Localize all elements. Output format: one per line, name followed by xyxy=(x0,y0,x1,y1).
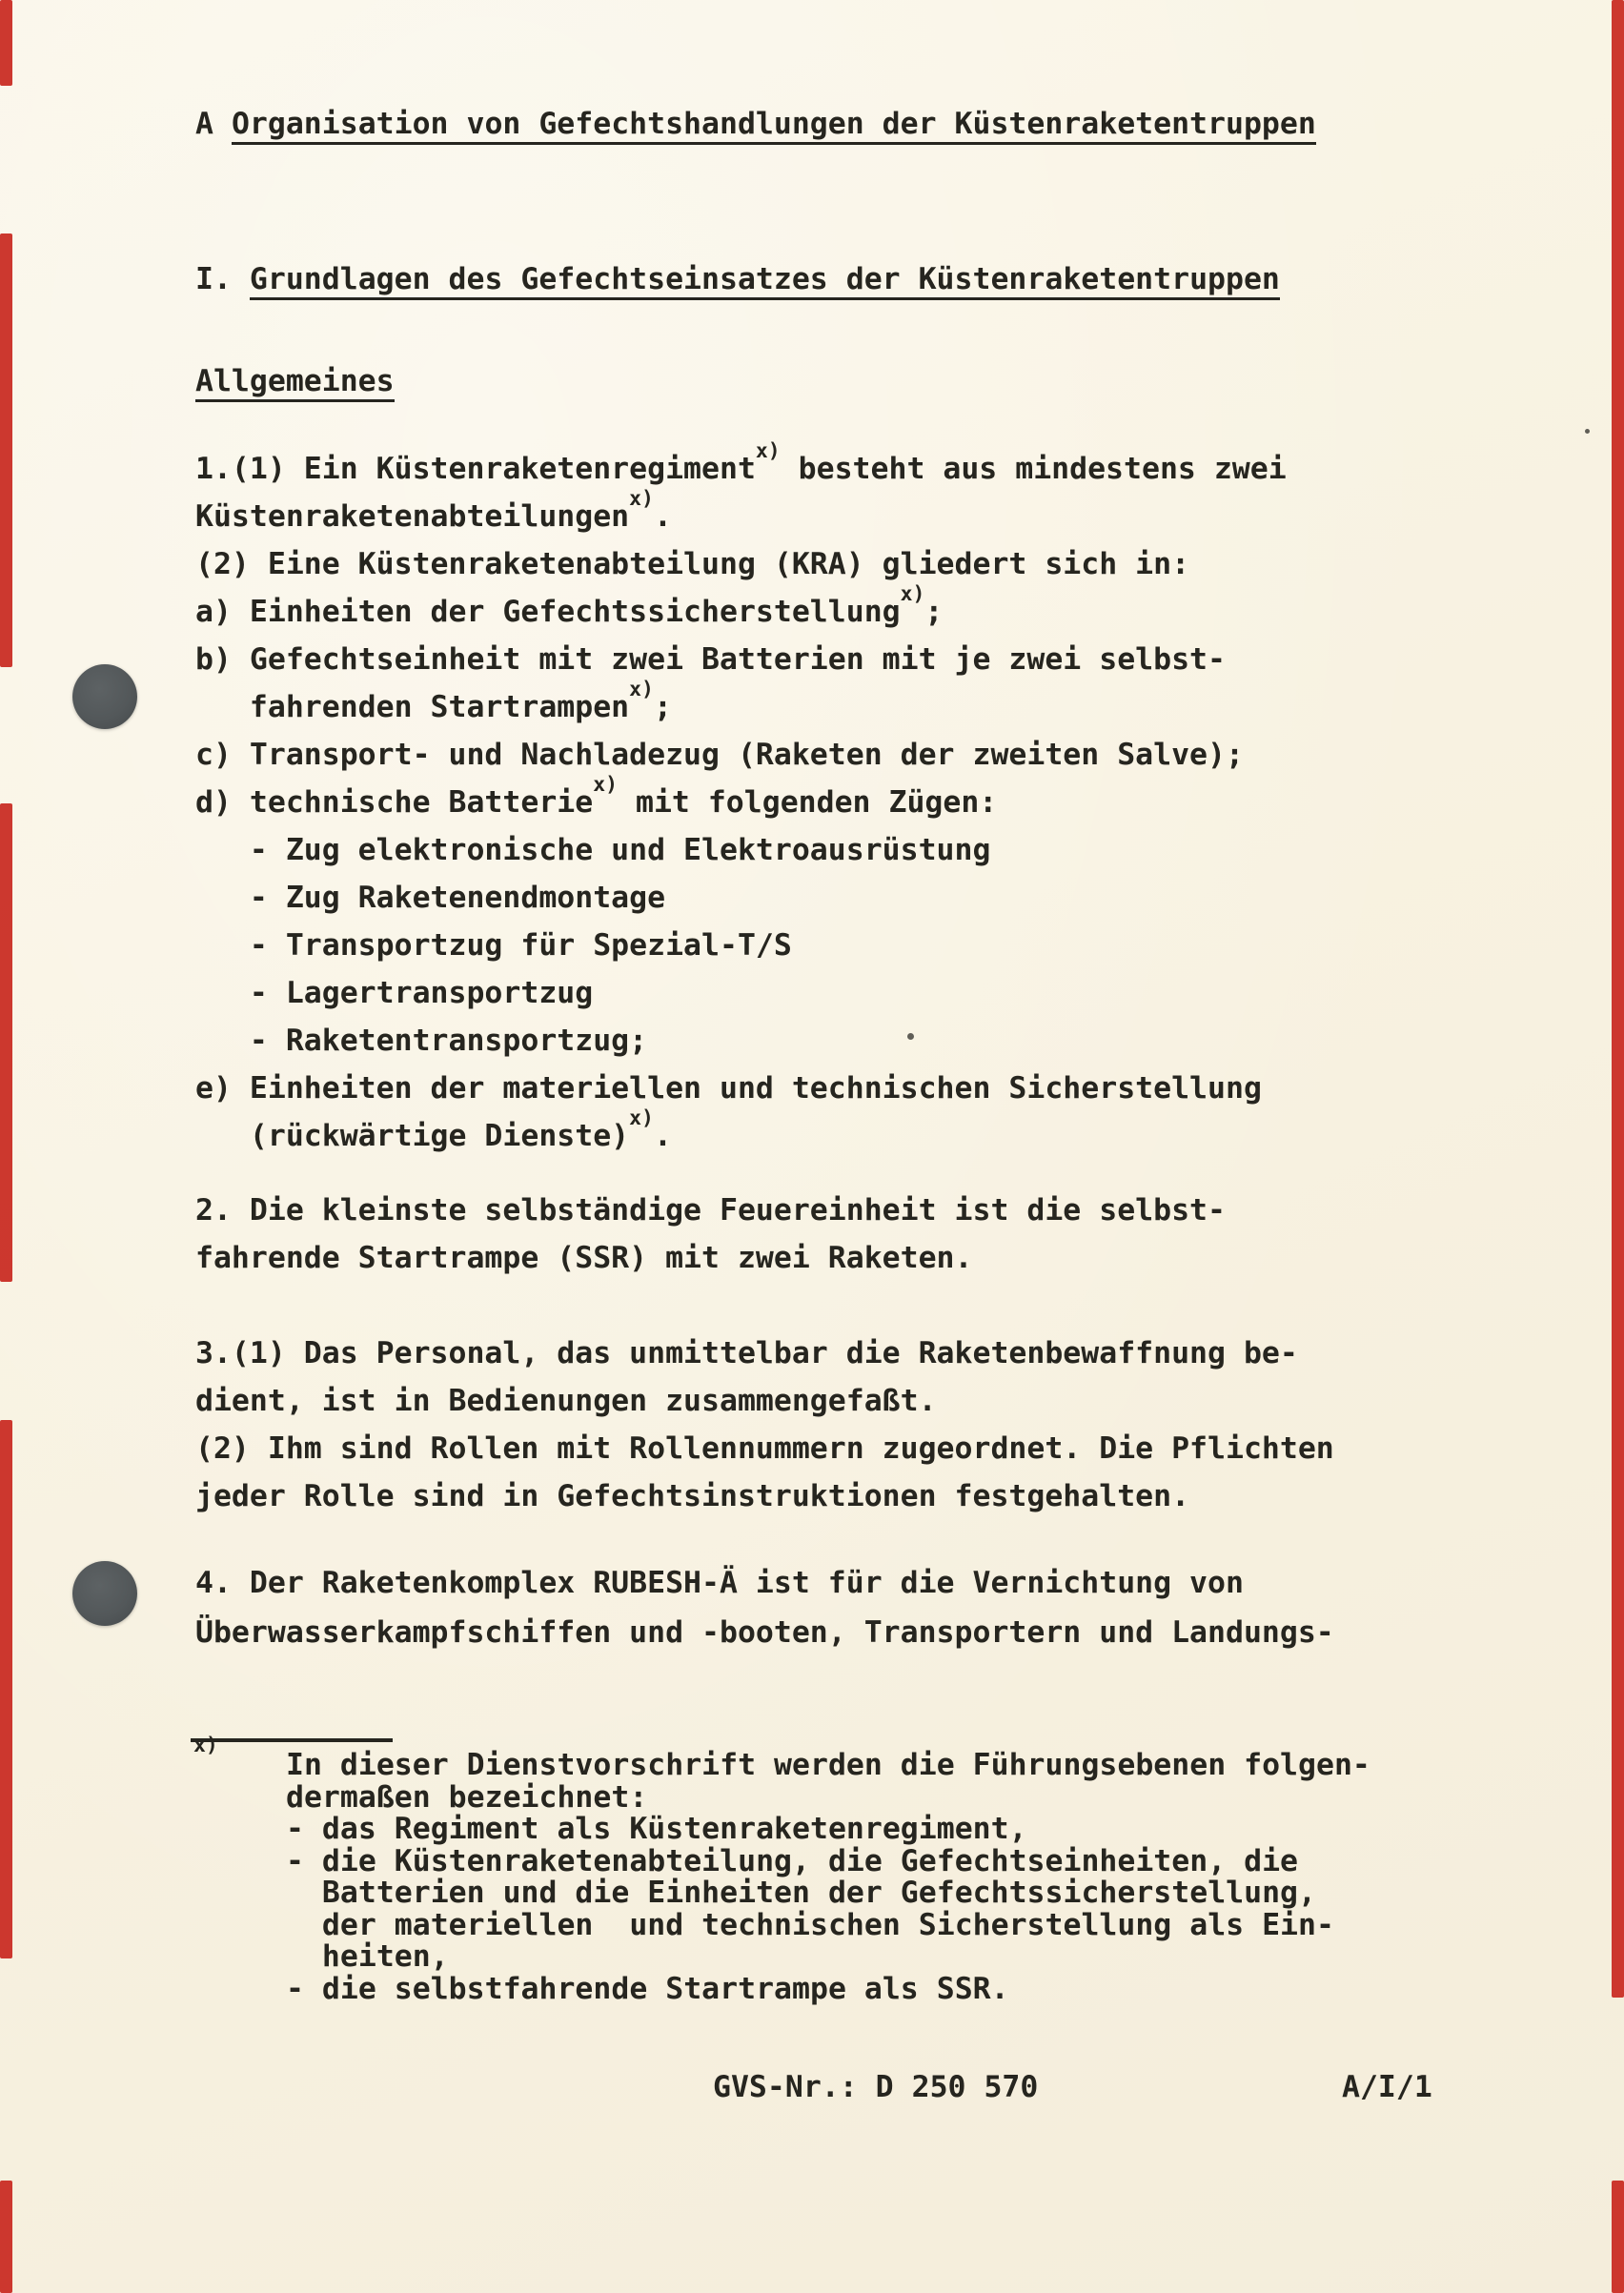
chapter-heading: I. Grundlagen des Gefechtseinsatzes der Küstenraketentruppen xyxy=(195,255,1280,303)
footnote-text: In dieser Dienstvorschrift werden die Führungsebenen folgen- dermaßen bezeichnet: - das Regiment als Küstenraketenregiment, - die Küstenraketenabteilung, die Gefechtseinheiten, die Batterien und die Einheiten der Gefechtssicherstellung, der materiellen und technischen Sicherstellung als Ein- heiten, - die selbstfahrende Startrampe als SSR. xyxy=(286,1748,1370,2006)
gvs-number: GVS-Nr.: D 250 570 xyxy=(713,2070,1039,2104)
footnote-marker-text: x) xyxy=(193,1733,218,1757)
hole-punch-top xyxy=(72,664,137,729)
footnote-marker xyxy=(193,1733,218,1780)
hole-punch-bottom xyxy=(72,1561,137,1626)
red-edge-mark xyxy=(0,1420,12,1958)
red-edge-mark xyxy=(0,2181,12,2293)
footnote-rule xyxy=(191,1738,393,1742)
paragraph-2: 2. Die kleinste selbständige Feuereinheit ist die selbst- fahrende Startrampe (SSR) mit zwei Raketen. xyxy=(195,1193,1226,1275)
scan-speck xyxy=(907,1033,914,1040)
red-edge-mark xyxy=(0,0,12,86)
page-code: A/I/1 xyxy=(1342,2070,1432,2104)
red-edge-mark xyxy=(1612,0,1624,1998)
paragraph-1: 1.(1) Ein Küstenraketenregiment$^{x)}$ besteht aus mindestens zwei Küstenraketenabteilungen$^{x)}$. (2) Eine Küstenraketenabteilung (KRA) gliedert sich in: a) Einheiten der Gefechtssicherstellung$^{x)}$; b) Gefechtseinheit mit zwei Batterien mit je zwei selbst- fahrenden Startrampen$^{x)}$; c) Transport- und Nachladezug (Raketen der zweiten Salve); d) technische Batterie$^{x)}$ mit folgenden Zügen: - Zug elektronische und Elektroausrüstung - Zug Raketenendmontage - Transportzug für Spezial-T/S - Lagertransportzug - Raketentransportzug; e) Einheiten der materiellen und technischen Sicherstellung (rückwärtige Dienste)$^{x)}$. xyxy=(195,438,1287,1153)
document-title: A Organisation von Gefechtshandlungen der Küstenraketentruppen xyxy=(195,100,1316,148)
red-edge-mark xyxy=(0,803,12,1282)
red-edge-mark xyxy=(1612,2181,1624,2293)
paragraph-3: 3.(1) Das Personal, das unmittelbar die Raketenbewaffnung be- dient, ist in Bedienungen zusammengefaßt. (2) Ihm sind Rollen mit Rollennummern zugeordnet. Die Pflichten jeder Rolle sind in Gefechtsinstruktionen festgehalten. xyxy=(195,1336,1334,1513)
red-edge-mark xyxy=(0,233,12,667)
scan-speck xyxy=(1585,429,1590,434)
subsection-heading: Allgemeines xyxy=(195,357,395,405)
paragraph-4: 4. Der Raketenkomplex RUBESH-Ä ist für die Vernichtung von Überwasserkampfschiffen und -booten, Transportern und Landungs- xyxy=(195,1566,1334,1650)
